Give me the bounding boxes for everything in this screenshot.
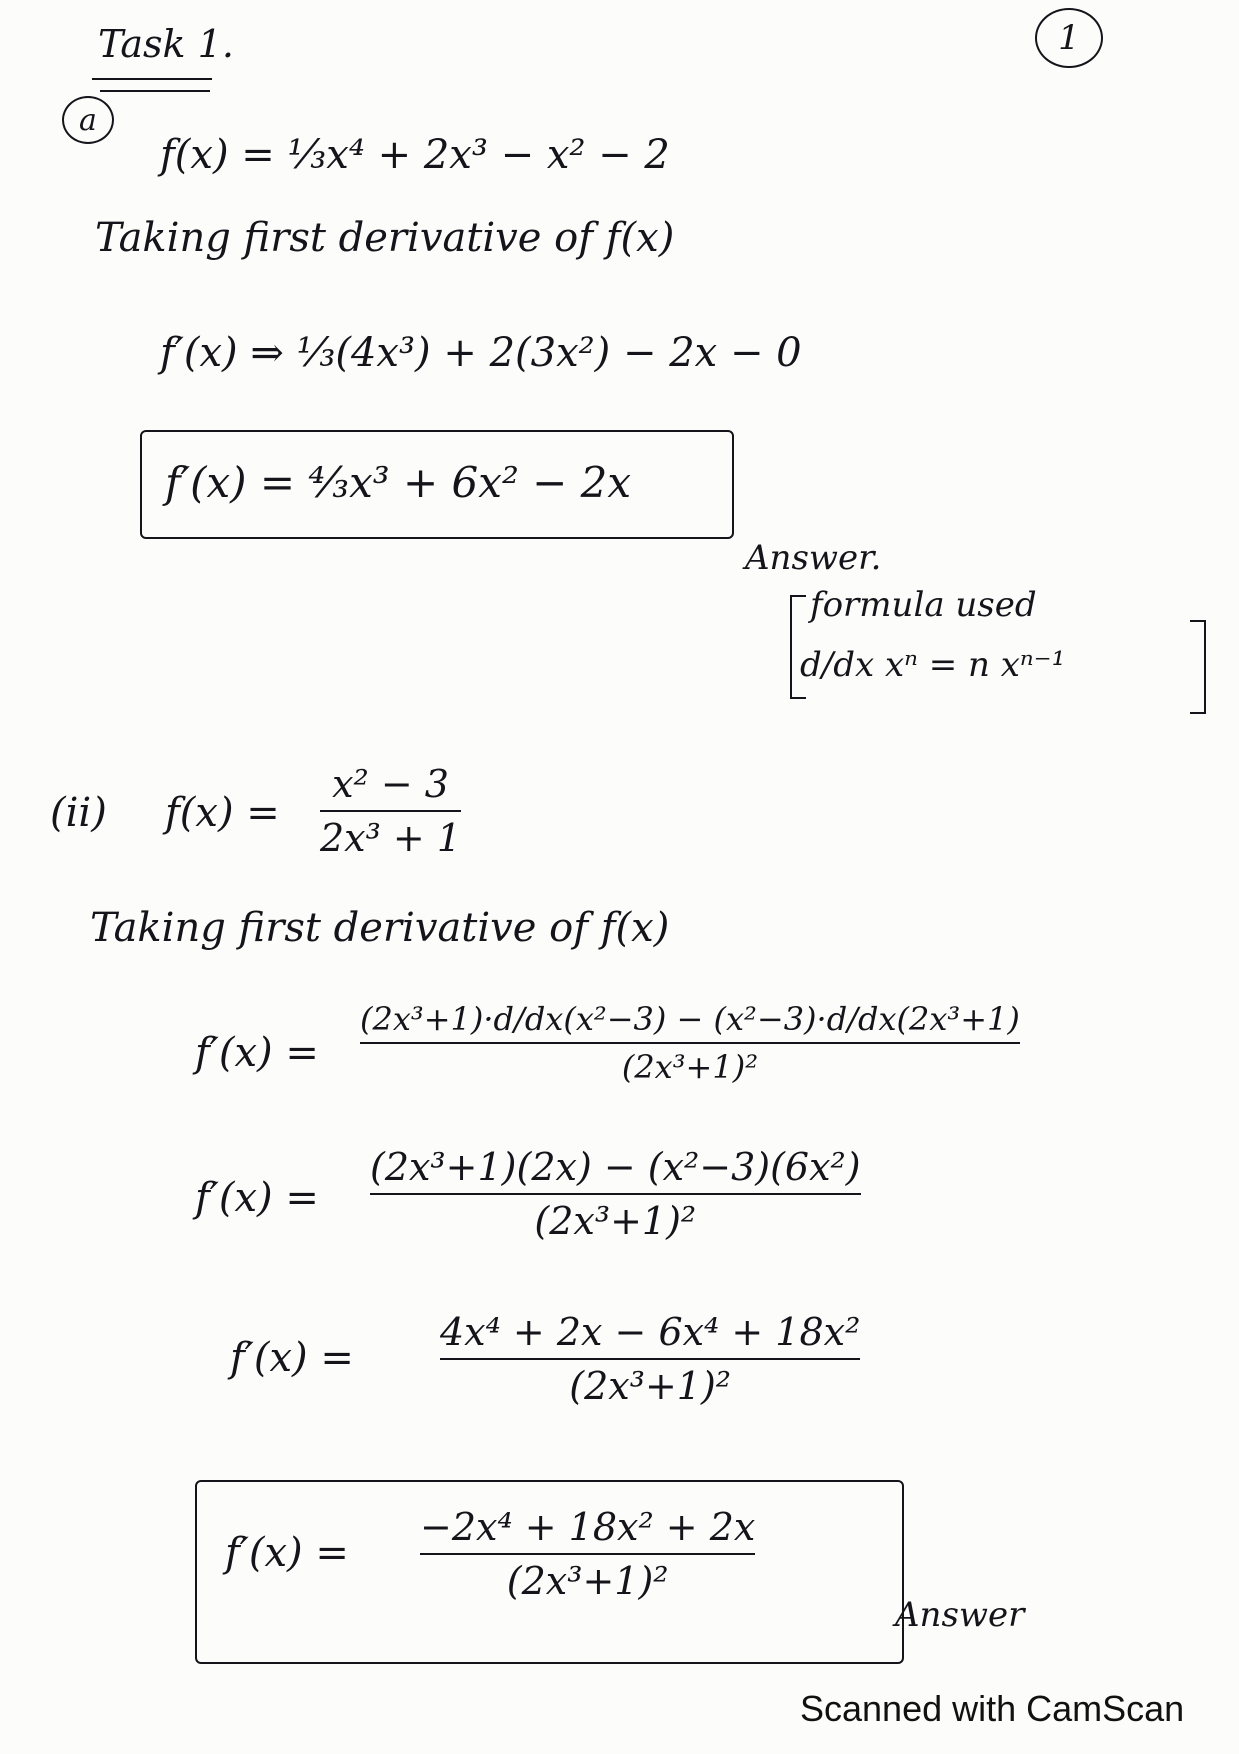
part2-step1-num: (2x³+1)·d/dx(x²−3) − (x²−3)·d/dx(2x³+1) <box>360 1000 1020 1038</box>
fraction-bar <box>420 1553 755 1555</box>
part-label: a <box>79 102 97 138</box>
part2-step3-num: 4x⁴ + 2x − 6x⁴ + 18x² <box>440 1310 861 1354</box>
fraction-bar <box>320 810 461 812</box>
fraction-bar <box>440 1358 860 1360</box>
part2-step1-den: (2x³+1)² <box>621 1048 759 1086</box>
part2-step2-num: (2x³+1)(2x) − (x²−3)(6x²) <box>370 1145 861 1189</box>
page-number: 1 <box>1058 18 1080 58</box>
fraction-bar <box>360 1042 1020 1044</box>
part1-step-label: Taking first derivative of f(x) <box>95 215 675 261</box>
part2-result-lhs: f′(x) = <box>225 1530 349 1576</box>
part2-result-num: −2x⁴ + 18x² + 2x <box>420 1505 756 1549</box>
page-number-circle <box>1035 8 1103 68</box>
part1-function: f(x) = ⅓x⁴ + 2x³ − x² − 2 <box>160 132 670 178</box>
part-label-circle <box>62 96 114 144</box>
formula-bracket-right <box>1190 620 1206 714</box>
part2-function-fraction <box>320 762 461 860</box>
part2-step1-fraction <box>360 1000 1020 1086</box>
part2-step2-lhs: f′(x) = <box>195 1175 319 1221</box>
part2-result-fraction <box>420 1505 755 1603</box>
part2-step3-lhs: f′(x) = <box>230 1335 354 1381</box>
part2-function-lhs: f(x) = <box>165 790 280 836</box>
part1-result: f′(x) = ⁴⁄₃x³ + 6x² − 2x <box>165 458 632 507</box>
part2-result-den: (2x³+1)² <box>506 1559 669 1603</box>
part2-label: (ii) <box>50 790 107 836</box>
title-underline-2 <box>100 90 210 92</box>
part2-step1-lhs: f′(x) = <box>195 1030 319 1076</box>
part2-step3-fraction <box>440 1310 860 1408</box>
formula: d/dx xⁿ = n xⁿ⁻¹ <box>800 645 1066 685</box>
title-underline <box>92 78 212 80</box>
part2-step2-fraction <box>370 1145 861 1243</box>
formula-bracket-left <box>790 595 806 699</box>
part2-step3-den: (2x³+1)² <box>569 1364 732 1408</box>
fraction-bar <box>370 1193 861 1195</box>
part2-function-num: x² − 3 <box>332 762 449 806</box>
part2-step-label: Taking first derivative of f(x) <box>90 905 670 951</box>
part2-function-den: 2x³ + 1 <box>320 816 462 860</box>
part2-step2-den: (2x³+1)² <box>534 1199 697 1243</box>
task-title: Task 1. <box>98 22 234 66</box>
scanner-watermark: Scanned with CamScan <box>800 1688 1185 1729</box>
formula-title: formula used <box>810 585 1037 625</box>
part1-step1: f′(x) ⇒ ⅓(4x³) + 2(3x²) − 2x − 0 <box>160 330 802 376</box>
part2-answer-label: Answer <box>895 1595 1025 1635</box>
part1-answer-label: Answer. <box>745 538 882 578</box>
